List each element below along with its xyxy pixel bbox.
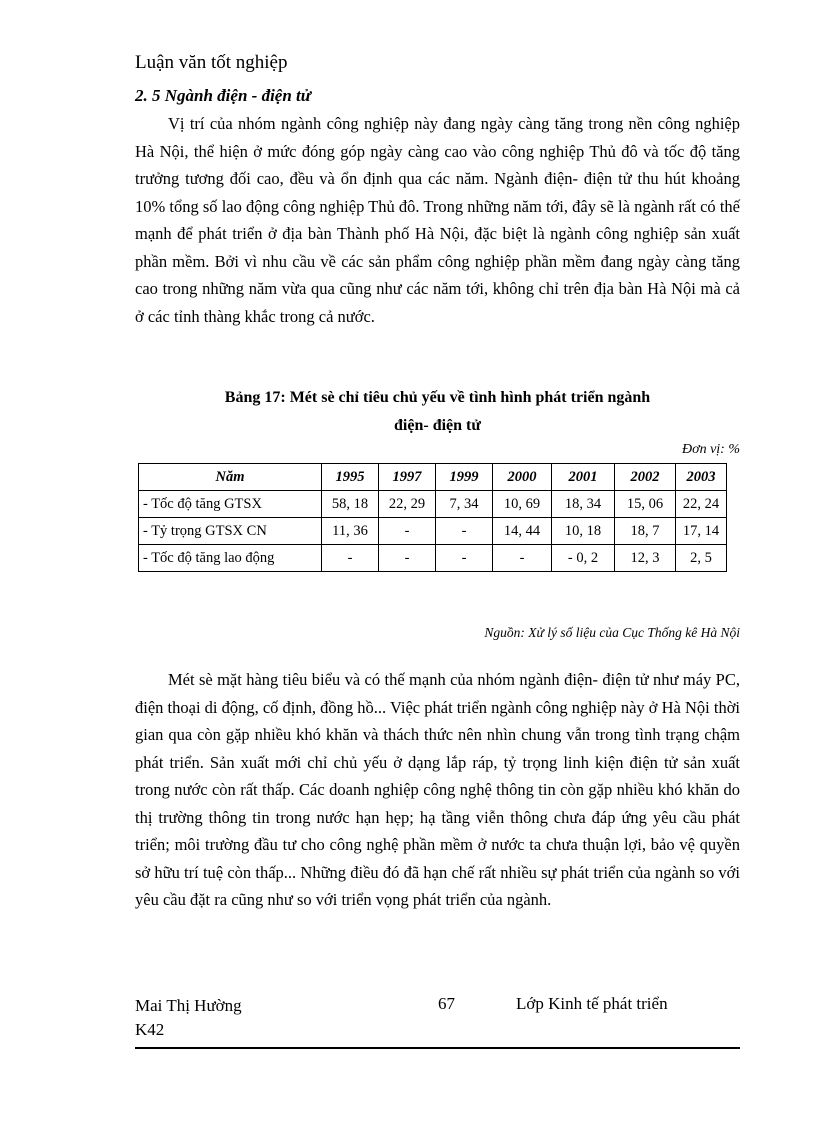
table-row [139, 491, 727, 518]
table-cell: - [322, 545, 379, 572]
table-cell: 22, 29 [379, 491, 436, 518]
page-header: Luận văn tốt nghiệp [135, 52, 288, 73]
table-caption-line1: Bảng 17: Mét sè chỉ tiêu chủ yếu về tình hình phát triển ngành [224, 389, 651, 406]
footer-divider [135, 1047, 740, 1049]
header-cell-2003: 2003 [676, 464, 727, 491]
paragraph-intro: Vị trí của nhóm ngành công nghiệp này đang ngày càng tăng trong nền công nghiệp Hà Nội, thể hiện ở mức đóng góp ngày càng cao vào công nghiệp Thủ đô và tốc độ tăng trưởng tương đối cao, đều và ổn định qua các năm. Ngành điện- điện tử thu hút khoảng 10% tổng số lao động công nghiệp Thủ đô. Trong những năm tới, đây sẽ là ngành rất có thế mạnh để phát triển ở địa bàn Thành phố Hà Nội, đặc biệt là ngành công nghiệp sản xuất phần mềm. Bởi vì nhu cầu về các sản phẩm công nghiệp phần mềm đang ngày càng tăng cao trong những năm vừa qua cũng như các năm tới, không chỉ trên địa bàn Hà Nội mà cả ở các tỉnh thàng khắc trong cả nước. [135, 114, 740, 326]
table-cell: - [379, 545, 436, 572]
table-cell: 18, 34 [552, 491, 615, 518]
table-cell: 17, 14 [676, 518, 727, 545]
table-cell: 11, 36 [322, 518, 379, 545]
table-row [139, 518, 727, 545]
table-cell: 14, 44 [493, 518, 552, 545]
table-cell: 10, 18 [552, 518, 615, 545]
footer-author [135, 994, 242, 1042]
table-cell: 22, 24 [676, 491, 727, 518]
table-cell: - [379, 518, 436, 545]
header-cell-1997: 1997 [379, 464, 436, 491]
table-cell: - [493, 545, 552, 572]
table-cell: - [436, 518, 493, 545]
header-cell-2000: 2000 [493, 464, 552, 491]
table-row [139, 545, 727, 572]
table-cell: 15, 06 [615, 491, 676, 518]
row-label: - Tốc độ tăng GTSX [139, 491, 322, 518]
table-unit: Đơn vị: % [681, 442, 740, 457]
table-header-row [139, 464, 727, 491]
footer-class: Lớp Kinh tế phát triển [516, 994, 668, 1013]
table-cell: 7, 34 [436, 491, 493, 518]
table-cell: 18, 7 [615, 518, 676, 545]
footer-author-class-code: K42 [135, 1020, 165, 1039]
footer-author-name: Mai Thị Hường [135, 996, 242, 1015]
table-cell: - [436, 545, 493, 572]
header-cell-1999: 1999 [436, 464, 493, 491]
header-cell-1995: 1995 [322, 464, 379, 491]
table-source: Nguồn: Xử lý số liệu của Cục Thống kê Hà Nội [484, 625, 740, 640]
section-title: 2. 5 Ngành điện - điện tử [135, 86, 311, 105]
table-cell: 2, 5 [676, 545, 727, 572]
page-number: 67 [438, 994, 455, 1013]
data-table [138, 463, 727, 572]
header-cell-year-label: Năm [139, 464, 322, 491]
paragraph-products: Mét sè mặt hàng tiêu biểu và có thế mạnh của nhóm ngành điện- điện tử như máy PC, điện thoại di động, cố định, đồng hồ... Việc phát triển ngành công nghiệp này ở Hà Nội thời gian qua còn gặp nhiều khó khăn và thách thức nên nhìn chung vẫn trong tình trạng chậm phát triển. Sản xuất mới chỉ chủ yếu ở dạng lắp ráp, tỷ trọng linh kiện điện tử sản xuất trong nước còn rất thấp. Các doanh nghiệp công nghệ thông tin còn gặp nhiều khó khăn do thị trường thông tin trong nước hạn hẹp; hạ tầng viễn thông chưa đáp ứng yêu cầu phát triển; môi trường đầu tư cho công nghệ phần mềm ở nước ta chưa thuận lợi, bảo vệ quyền sở hữu trí tuệ còn thấp... Những điều đó đã hạn chế rất nhiều sự phát triển của ngành so với yêu cầu đặt ra cũng như so với triển vọng phát triển của ngành. [135, 670, 741, 909]
table-cell: 10, 69 [493, 491, 552, 518]
table-cell: 58, 18 [322, 491, 379, 518]
table-cell: - 0, 2 [552, 545, 615, 572]
header-cell-2001: 2001 [552, 464, 615, 491]
row-label: - Tốc độ tăng lao động [139, 545, 322, 572]
row-label: - Tỷ trọng GTSX CN [139, 518, 322, 545]
table-cell: 12, 3 [615, 545, 676, 572]
header-cell-2002: 2002 [615, 464, 676, 491]
table-caption-line2: điện- điện tử [394, 417, 481, 434]
